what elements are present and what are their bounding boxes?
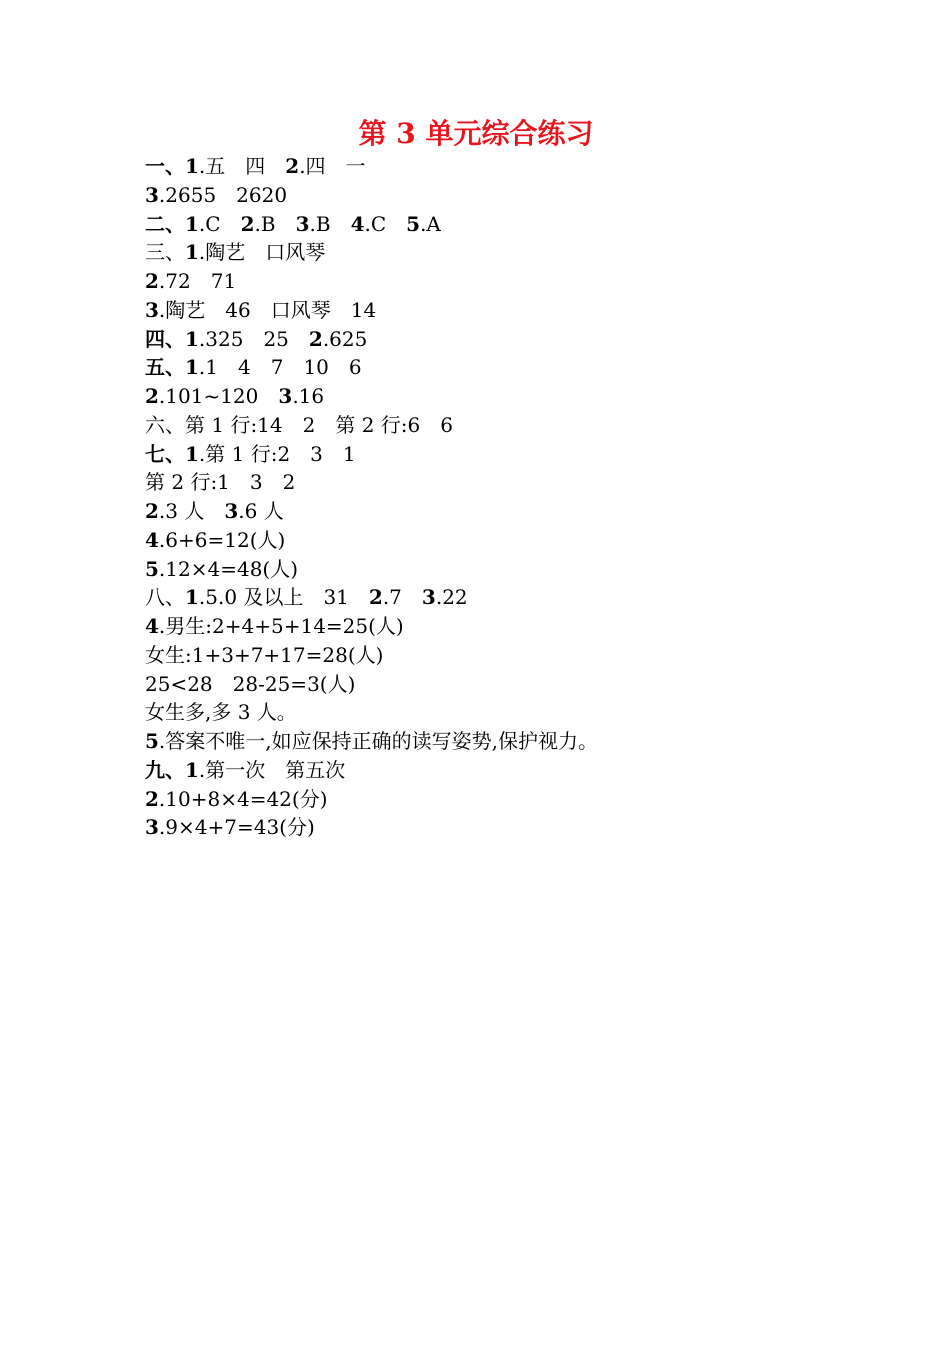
question-number: 2 xyxy=(145,269,159,293)
question-number: 3 xyxy=(295,211,310,236)
answer-text: .答案不唯一,如应保持正确的读写姿势,保护视力。 xyxy=(158,729,598,753)
question-number: 3 xyxy=(145,815,159,840)
answer-line xyxy=(145,210,598,239)
answer-text: .7 xyxy=(382,585,422,610)
answer-text: .陶艺 口风琴 xyxy=(198,240,326,265)
answer-text: .6 人 xyxy=(238,499,284,523)
answer-line xyxy=(145,526,598,555)
answer-line xyxy=(145,727,598,756)
answer-text: .9×4+7=43(分) xyxy=(158,815,315,840)
answer-text: 三、 xyxy=(145,240,185,265)
answer-line xyxy=(145,555,598,584)
answer-text: .四 一 xyxy=(299,154,366,178)
answer-line xyxy=(145,181,598,210)
answer-line xyxy=(145,756,598,785)
answer-line xyxy=(145,468,598,497)
answer-text: .5.0 及以上 31 xyxy=(198,585,369,610)
answer-list xyxy=(145,152,598,842)
answer-text: .陶艺 46 口风琴 14 xyxy=(158,297,377,322)
question-number: 5 xyxy=(145,729,159,753)
answer-text: .6+6=12(人) xyxy=(158,527,286,552)
answer-line xyxy=(145,238,598,267)
answer-text: .72 71 xyxy=(158,269,237,293)
question-number: 2 xyxy=(308,326,323,351)
question-number: 4 xyxy=(145,527,159,552)
question-number: 九、1 xyxy=(145,757,199,782)
question-number: 3 xyxy=(224,499,239,523)
question-number: 4 xyxy=(350,211,365,236)
answer-line xyxy=(145,813,598,842)
answer-text: 八、 xyxy=(145,585,185,610)
question-number: 2 xyxy=(145,384,159,408)
answer-text: 女生:1+3+7+17=28(人) xyxy=(145,642,384,667)
answer-text: .101~120 xyxy=(158,384,279,408)
question-number: 四、1 xyxy=(145,326,199,351)
answer-text: .A xyxy=(420,211,441,236)
answer-text: 25<28 28-25=3(人) xyxy=(145,671,356,696)
answer-text: .五 四 xyxy=(198,154,286,178)
answer-text: .男生:2+4+5+14=25(人) xyxy=(158,614,404,638)
answer-line xyxy=(145,353,598,382)
answer-text: .10+8×4=42(分) xyxy=(158,786,328,811)
question-number: 一、1 xyxy=(145,154,199,178)
answer-text: .22 xyxy=(435,585,468,610)
question-number: 2 xyxy=(240,211,255,236)
question-number: 5 xyxy=(406,211,421,236)
answer-line xyxy=(145,325,598,354)
answer-text: 女生多,多 3 人。 xyxy=(145,700,297,725)
answer-line xyxy=(145,440,598,469)
answer-text: .第 1 行:2 3 1 xyxy=(198,441,356,466)
answer-text: .C xyxy=(364,211,407,236)
answer-text: .B xyxy=(309,211,351,236)
answer-line xyxy=(145,583,598,612)
answer-text: .第一次 第五次 xyxy=(198,757,346,782)
question-number: 1 xyxy=(185,240,199,265)
answer-text: .C xyxy=(198,211,241,236)
question-number: 七、1 xyxy=(145,441,199,466)
question-number: 2 xyxy=(285,154,300,178)
answer-line xyxy=(145,267,598,296)
answer-text: .1 4 7 10 6 xyxy=(198,355,362,380)
question-number: 2 xyxy=(368,585,383,610)
question-number: 二、1 xyxy=(145,211,199,236)
answer-text: .16 xyxy=(292,384,325,408)
answer-line xyxy=(145,641,598,670)
page-title: 第 3 单元综合练习 xyxy=(358,117,594,150)
question-number: 2 xyxy=(145,499,159,523)
answer-line xyxy=(145,152,598,181)
answer-line xyxy=(145,670,598,699)
question-number: 3 xyxy=(145,182,159,207)
answer-text: .625 xyxy=(322,326,368,351)
answer-line xyxy=(145,497,598,526)
question-number: 3 xyxy=(278,384,293,408)
question-number: 5 xyxy=(145,556,159,581)
question-number: 1 xyxy=(185,585,199,610)
question-number: 2 xyxy=(145,786,159,811)
answer-text: 六、第 1 行:14 2 第 2 行:6 6 xyxy=(145,412,453,437)
answer-text: .3 人 xyxy=(158,499,225,523)
question-number: 4 xyxy=(145,614,159,638)
answer-line xyxy=(145,612,598,641)
answer-text: 第 2 行:1 3 2 xyxy=(145,470,296,495)
question-number: 3 xyxy=(145,297,159,322)
answer-line xyxy=(145,296,598,325)
answer-line xyxy=(145,411,598,440)
answer-text: .12×4=48(人) xyxy=(158,556,299,581)
answer-line xyxy=(145,698,598,727)
answer-line xyxy=(145,785,598,814)
answer-text: .B xyxy=(254,211,296,236)
answer-text: .2655 2620 xyxy=(158,182,288,207)
answer-text: .325 25 xyxy=(198,326,309,351)
question-number: 五、1 xyxy=(145,355,199,380)
answer-line xyxy=(145,382,598,411)
question-number: 3 xyxy=(421,585,436,610)
